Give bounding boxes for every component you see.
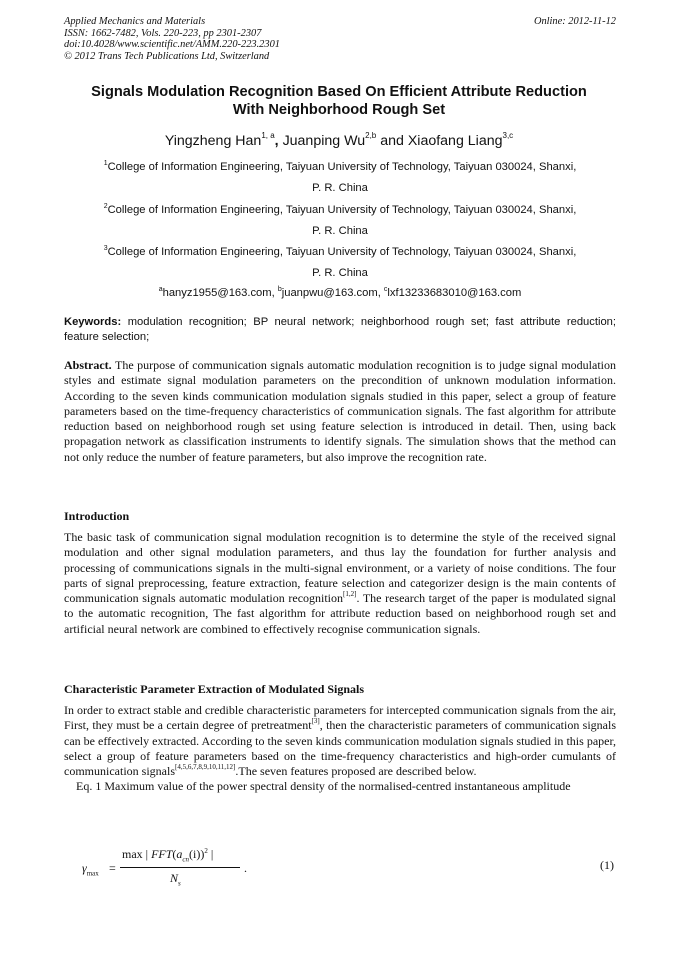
section-text-b: , then the characteristic parameters of communication signals can be effectively extracted. According to the seven kinds communication modulation signals studied in this paper, select a group of feature parameters based on the time-frequency characteristics and high-order cumulants of communication signals <box>64 718 617 779</box>
affiliation-num: 3 <box>103 245 108 252</box>
intro-text-a: The basic task of communication signal modulation recognition is to determine the style of the received signal modulation and other signal modulation parameters, and thus lay the foundation for further analysis and processing of communications signals in the multi-signal environment, or a variety of noise conditions. The four parts of signal preprocessing, feature extraction, feature selection and categorizer design is the main contents of communication signals automatic modulation recognition <box>64 530 616 606</box>
running-header <box>64 16 616 62</box>
author-sup: 2,b <box>365 131 377 140</box>
affiliation-1 <box>64 153 616 199</box>
introduction-paragraph <box>64 530 616 637</box>
affiliation-country: P. R. China <box>312 267 368 279</box>
author-name: Xiaofang Liang <box>407 133 503 149</box>
equation-denominator <box>170 871 181 887</box>
equation-number: (1) <box>600 858 614 872</box>
affiliation-num: 2 <box>103 203 108 210</box>
title-line-2: With Neighborhood Rough Set <box>232 102 446 118</box>
title-line-1: Signals Modulation Recognition Based On Efficient Attribute Reduction <box>91 84 587 100</box>
email-sup: c <box>383 286 388 293</box>
num-a: a <box>176 847 183 861</box>
author-list <box>60 131 618 149</box>
keywords-label: Keywords: <box>64 316 122 328</box>
email-address: hanyz1955@163.com <box>162 287 272 299</box>
num-i: (i) <box>189 847 201 861</box>
affiliation-country: P. R. China <box>312 182 368 194</box>
den-sub: s <box>178 879 181 888</box>
num-suffix: | <box>207 847 214 861</box>
num-prefix: max | <box>122 847 152 861</box>
affiliation-country: P. R. China <box>312 225 368 237</box>
affiliation-text: College of Information Engineering, Taiyuan University of Technology, Taiyuan 030024, Shanxi, <box>107 204 577 216</box>
email-separator: , <box>377 287 381 299</box>
email-address: lxf13233683010@163.com <box>387 287 522 299</box>
gamma-symbol: γ <box>82 861 87 875</box>
author-name: Yingzheng Han <box>164 133 262 149</box>
citation: [1,2] <box>343 590 357 599</box>
journal-name: Applied Mechanics and Materials <box>64 16 206 27</box>
num-open: ( <box>172 847 177 861</box>
keywords-text: modulation recognition; BP neural network; neighborhood rough set; fast attribute reduction; feature selection; <box>64 316 616 343</box>
author-comma: , <box>274 133 279 149</box>
affiliation-3 <box>64 238 616 284</box>
author-and: and <box>380 133 404 149</box>
section-text-a: In order to extract stable and credible characteristic parameters for intercepted communication signals from the air, First, they must be a certain degree of pretreatment <box>64 703 616 733</box>
intro-text-b: . The research target of the paper is modulated signal to the automatic recognition, The fast algorithm for attribute reduction based on neighborhood rough set and artificial neural network are combined to effectively recognise communication signals. <box>64 591 617 636</box>
abstract <box>64 358 616 465</box>
paper-title <box>60 83 618 119</box>
num-power: 2 <box>204 847 208 855</box>
doi-line: doi:10.4028/www.scientific.net/AMM.220-223.2301 <box>64 39 280 51</box>
email-address: juanpwu@163.com <box>281 287 378 299</box>
equation-lhs <box>82 861 99 877</box>
affiliation-text: College of Information Engineering, Taiyuan University of Technology, Taiyuan 030024, Shanxi, <box>107 246 577 258</box>
email-separator: , <box>271 287 275 299</box>
num-close: ) <box>200 847 205 861</box>
issn-line: ISSN: 1662-7482, Vols. 220-223, pp 2301-2307 <box>64 27 262 39</box>
author-name: Juanping Wu <box>282 133 366 149</box>
affiliation-2 <box>64 196 616 242</box>
keywords <box>64 315 616 344</box>
email-sup: b <box>277 286 282 293</box>
section-text-c: .The seven features proposed are described below. <box>235 764 477 779</box>
num-a-sub: cn <box>182 855 190 864</box>
abstract-label: Abstract. <box>64 358 112 372</box>
email-sup: a <box>158 286 163 293</box>
gamma-subscript: max <box>86 869 99 878</box>
fraction-bar <box>120 867 240 868</box>
equation-period: . <box>244 861 247 875</box>
num-fft: FFT <box>151 847 173 861</box>
email-list <box>64 286 616 299</box>
author-sup: 1, a <box>261 131 275 140</box>
citation: [4,5,6,7,8,9,10,11,12] <box>174 763 236 772</box>
affiliation-num: 1 <box>103 160 108 167</box>
section-paragraph <box>64 703 616 795</box>
affiliation-text: College of Information Engineering, Taiyuan University of Technology, Taiyuan 030024, Shanxi, <box>107 161 577 173</box>
section-heading: Characteristic Parameter Extraction of Modulated Signals <box>64 682 365 696</box>
den-n: N <box>170 871 179 885</box>
copyright-line: © 2012 Trans Tech Publications Ltd, Switzerland <box>64 50 270 62</box>
citation: [3] <box>311 717 320 726</box>
equation-numerator <box>122 847 213 863</box>
online-date: Online: 2012-11-12 <box>533 16 616 27</box>
equation-intro: Eq. 1 Maximum value of the power spectral density of the normalised-centred instantaneous amplitude <box>76 779 571 794</box>
abstract-text: The purpose of communication signals automatic modulation recognition is to judge signal modulation styles and estimate signal modulation parameters on the precondition of unknown modulation information. According to the seven kinds communication modulation signals studied in this paper, select a group of feature parameters based on the time-frequency characteristics of communication signals. The fast algorithm for attribute reduction based on neighborhood rough set using feature selection is introduced in detail. Then, using back propagation network as classification instruments to identify signals. The simulation shows that the method can not only reduce the number of feature parameters, but also improve the recognition rate. <box>64 358 616 464</box>
introduction-heading: Introduction <box>64 509 130 523</box>
equals-sign: = <box>109 861 116 875</box>
equation-1 <box>82 845 616 893</box>
author-sup: 3,c <box>502 131 514 140</box>
